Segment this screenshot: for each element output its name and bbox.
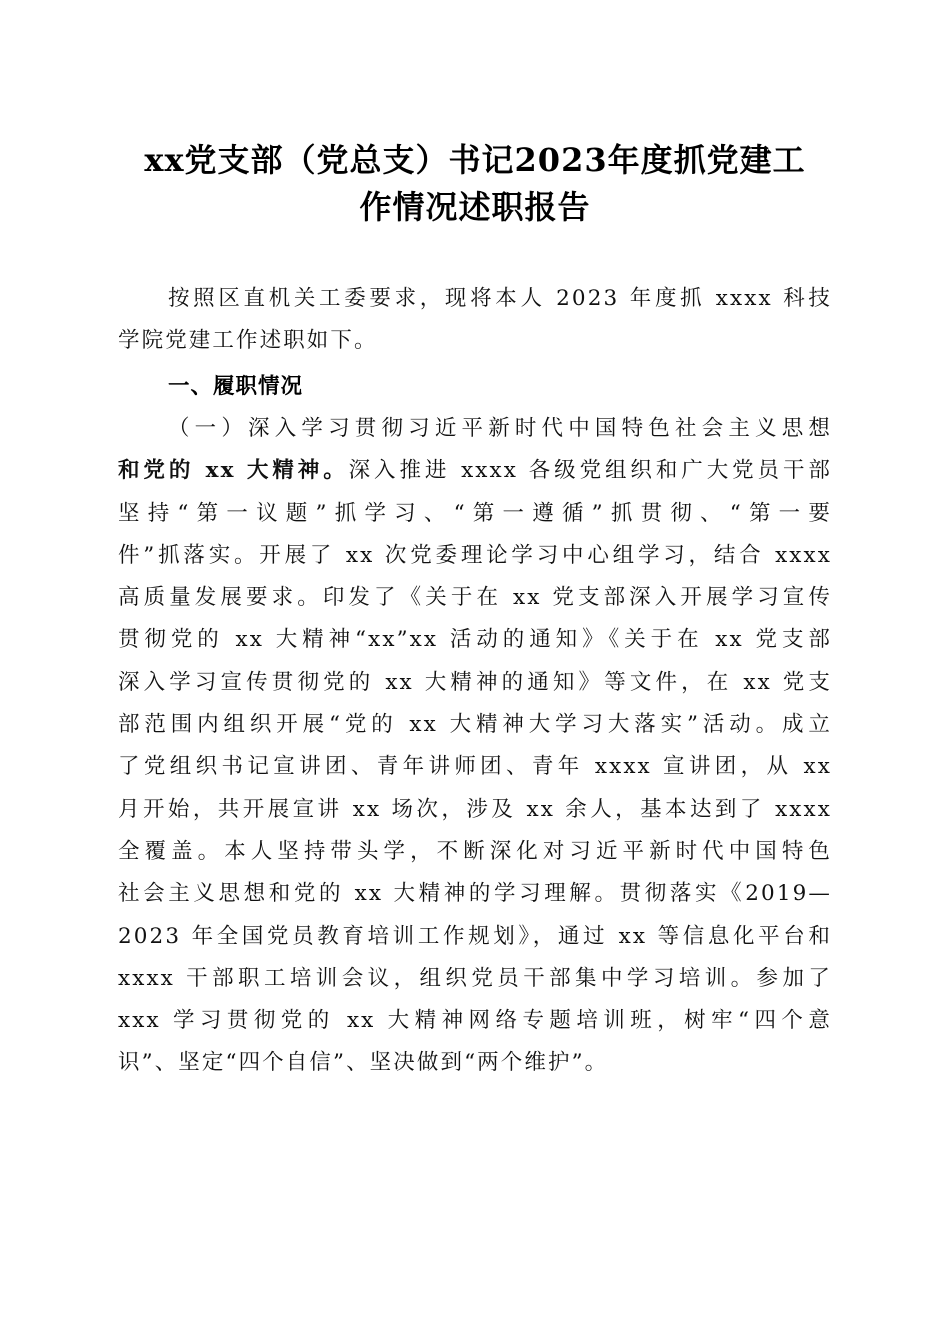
paragraph-line: 月开始，共开展宣讲 xx 场次，涉及 xx 余人，基本达到了 xxxx <box>118 796 832 822</box>
paragraph-line: 高质量发展要求。印发了《关于在 xx 党支部深入开展学习宣传 <box>118 585 832 611</box>
document-title-line-1: xx党支部（党总支）书记2023年度抓党建工 <box>144 141 806 179</box>
paragraph-line: 识”、坚定“四个自信”、坚决做到“两个维护”。 <box>118 1050 609 1076</box>
section-heading-1: 一、履职情况 <box>168 374 304 399</box>
paragraph-line: 2023 年全国党员教育培训工作规划》，通过 xx 等信息化平台和 <box>118 923 832 949</box>
document-title-line-2: 作情况述职报告 <box>359 188 591 226</box>
paragraph-line: 深入学习宣传贯彻党的 xx 大精神的通知》等文件，在 xx 党支 <box>118 669 832 695</box>
paragraph-line: xxx 学习贯彻党的 xx 大精神网络专题培训班，树牢“四个意 <box>118 1008 832 1034</box>
paragraph-line: 贯彻党的 xx 大精神“xx”xx 活动的通知》《关于在 xx 党支部 <box>118 627 832 653</box>
intro-line: 按照区直机关工委要求，现将本人 2023 年度抓 xxxx 科技 <box>168 286 832 311</box>
paragraph-line: 部范围内组织开展“党的 xx 大精神大学习大落实”活动。成立 <box>118 712 832 738</box>
paragraph-text: 深入推进 xxxx 各级党组织和广大党员干部 <box>348 458 832 484</box>
paragraph-line: 了党组织书记宣讲团、青年讲师团、青年 xxxx 宣讲团，从 xx <box>118 754 832 780</box>
subheading-line: （一）深入学习贯彻习近平新时代中国特色社会主义思想 <box>168 416 832 441</box>
paragraph-line <box>118 450 832 492</box>
paragraph-line: 件”抓落实。开展了 xx 次党委理论学习中心组学习，结合 xxxx <box>118 542 832 568</box>
intro-line: 学院党建工作述职如下。 <box>118 328 378 354</box>
paragraph-line: 坚持“第一议题”抓学习、“第一遵循”抓贯彻、“第一要 <box>118 500 832 526</box>
subheading-continuation: 和党的 xx 大精神。 <box>118 458 349 484</box>
paragraph-line: 全覆盖。本人坚持带头学，不断深化对习近平新时代中国特色 <box>118 838 832 864</box>
paragraph-line: 社会主义思想和党的 xx 大精神的学习理解。贯彻落实《2019— <box>118 881 832 907</box>
paragraph-line: xxxx 干部职工培训会议，组织党员干部集中学习培训。参加了 <box>118 965 832 991</box>
paragraph-1 <box>118 408 832 1085</box>
intro-paragraph <box>118 278 832 363</box>
